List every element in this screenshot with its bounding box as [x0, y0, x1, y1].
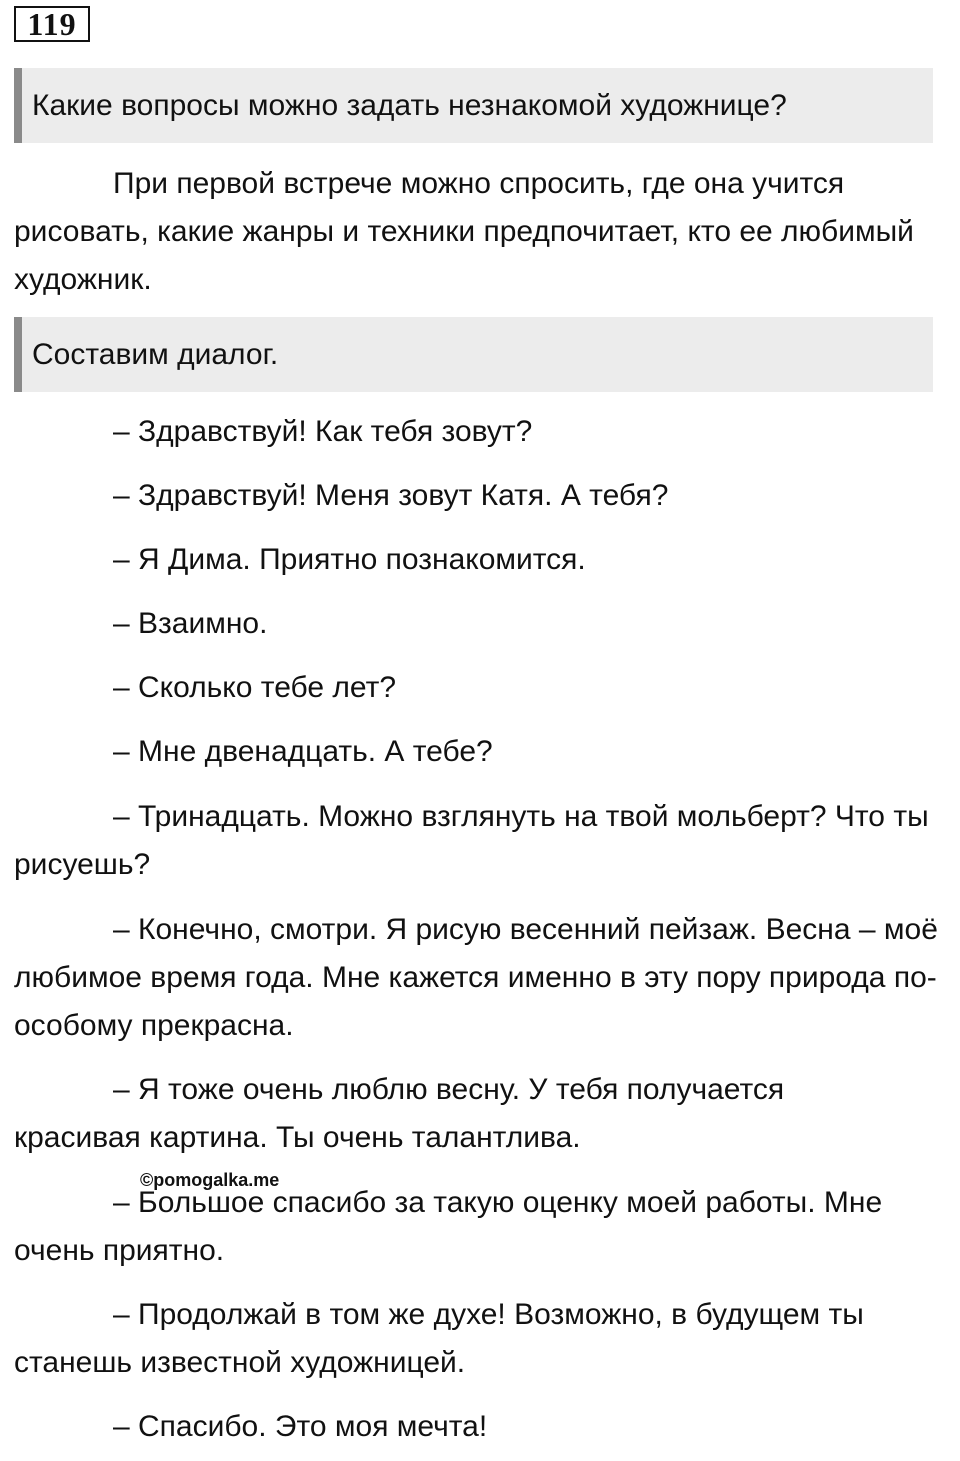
dialog-line: – Конечно, смотри. Я рисую весенний пейзаж. Весна – моё любимое время года. Мне кажется именно в эту пору природа по-особому прекрасна.	[14, 913, 938, 1042]
dialog-line: – Взаимно.	[113, 607, 268, 640]
dialog-heading	[14, 317, 933, 392]
dialog-line: – Я тоже очень люблю весну. У тебя получается красивая картина. Ты очень талантлива.	[14, 1073, 785, 1154]
dialog-line: – Большое спасибо за такую оценку моей работы. Мне очень приятно.	[14, 1186, 883, 1267]
dialog-line: – Здравствуй! Как тебя зовут?	[113, 415, 533, 448]
question-text: Какие вопросы можно задать незнакомой художнице?	[32, 88, 787, 122]
dialog-line: – Спасибо. Это моя мечта!	[113, 1410, 488, 1443]
dialog-heading-text: Составим диалог.	[32, 337, 279, 371]
dialog-line: – Здравствуй! Меня зовут Катя. А тебя?	[113, 479, 669, 512]
dialog-line: – Мне двенадцать. А тебе?	[113, 735, 493, 768]
task-number: 119	[14, 6, 90, 42]
watermark: ©pomogalka.me	[140, 1170, 280, 1190]
dialog-line: – Продолжай в том же духе! Возможно, в будущем ты станешь известной художницей.	[14, 1298, 864, 1379]
question-heading	[14, 68, 933, 143]
dialog-line: – Сколько тебе лет?	[113, 671, 397, 704]
dialog-line: – Я Дима. Приятно познакомится.	[113, 543, 586, 576]
answer-paragraph: При первой встрече можно спросить, где она учится рисовать, какие жанры и техники предпочитает, кто ее любимый художник.	[14, 167, 914, 296]
dialog-line: – Тринадцать. Можно взглянуть на твой мольберт? Что ты рисуешь?	[14, 800, 929, 881]
